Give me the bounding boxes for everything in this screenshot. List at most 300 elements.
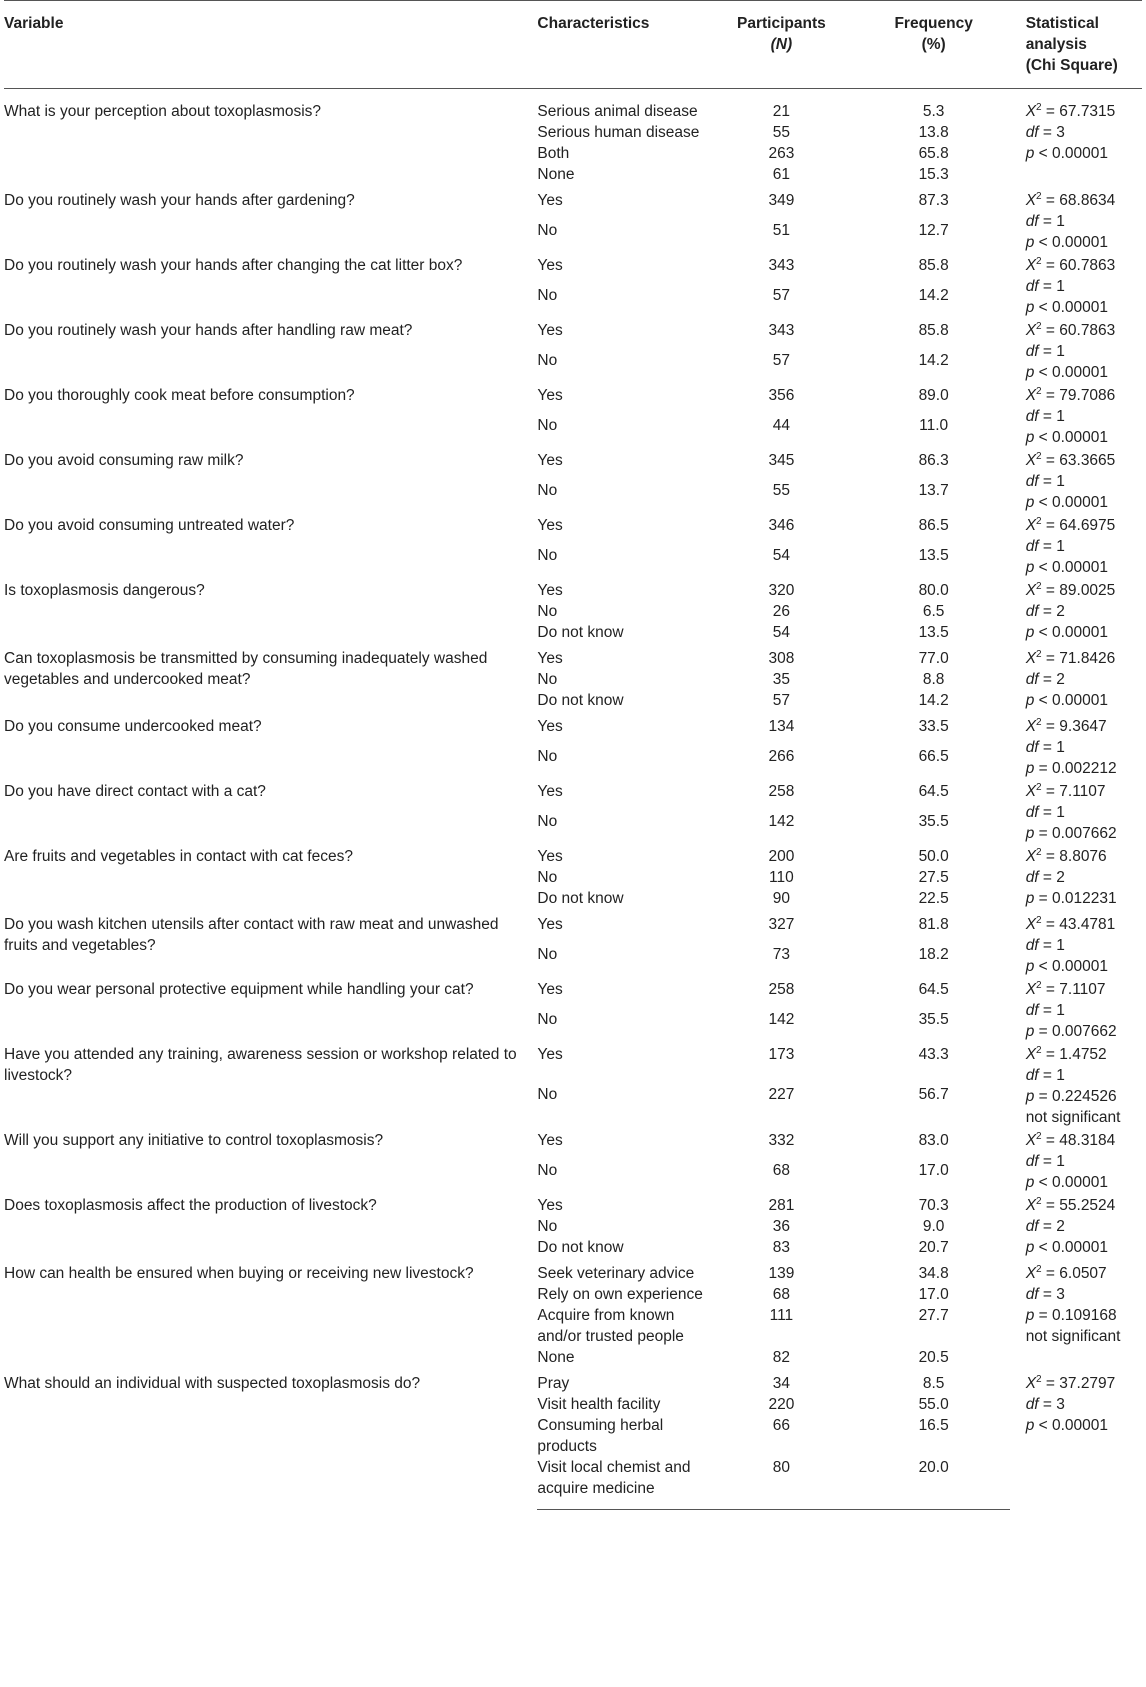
characteristic-cell: No	[537, 1218, 558, 1235]
chi-square-symbol: X	[1025, 1046, 1037, 1063]
chi-square-symbol: X	[1025, 192, 1037, 209]
df-number: 1	[1056, 343, 1065, 360]
participants-cell: 51	[772, 221, 791, 239]
characteristic-cell: Yes	[537, 387, 563, 404]
chi-square-number: 9.3647	[1059, 718, 1107, 735]
table-row	[4, 1042, 1142, 1084]
table-row	[4, 646, 1142, 669]
characteristic-cell: None	[537, 1349, 575, 1366]
variable-question: What is your perception about toxoplasmosis?	[4, 103, 322, 120]
variable-question: Do you avoid consuming untreated water?	[4, 517, 295, 534]
frequency-cell: 87.3	[918, 192, 949, 209]
chi-square-symbol: X	[1025, 650, 1037, 667]
header-participants-label: Participants	[737, 15, 826, 32]
participants-cell: 34	[772, 1375, 791, 1392]
participants-cell: 90	[772, 890, 791, 907]
statistical-analysis-cell	[1010, 912, 1142, 977]
degrees-of-freedom: df = 1	[1025, 739, 1065, 756]
degrees-of-freedom: df = 1	[1025, 1153, 1065, 1170]
chi-square-number: 43.4781	[1059, 916, 1116, 933]
frequency-cell: 34.8	[918, 1265, 949, 1282]
chi-square-number: 55.2524	[1059, 1197, 1116, 1214]
frequency-cell: 17.0	[918, 1161, 949, 1179]
variable-question: Do you routinely wash your hands after changing the cat litter box?	[4, 257, 463, 274]
chi-square-value: $X^2 = 8.8076$	[1025, 846, 1107, 865]
characteristic-cell: Serious animal disease	[537, 103, 698, 120]
participants-cell: 173	[768, 1046, 795, 1063]
p-value: p < 0.00001	[1025, 1417, 1109, 1434]
statistical-analysis-cell	[1010, 578, 1142, 646]
variable-question: Do you have direct contact with a cat?	[4, 783, 266, 800]
frequency-cell: 43.3	[918, 1046, 949, 1063]
table-row	[4, 1261, 1142, 1284]
chi-square-value: $X^2 = 67.7315$	[1025, 101, 1116, 120]
df-number: 1	[1056, 1153, 1065, 1170]
participants-cell: 343	[768, 322, 795, 339]
table-row	[4, 318, 1142, 350]
chi-square-number: 64.6975	[1059, 517, 1116, 534]
variable-question: Do you consume undercooked meat?	[4, 718, 262, 735]
chi-square-symbol: X	[1025, 1265, 1037, 1282]
participants-cell: 55	[772, 124, 791, 141]
table-body	[4, 89, 1142, 1510]
participants-cell: 258	[768, 783, 795, 800]
characteristic-cell: Yes	[537, 916, 563, 933]
chi-square-number: 89.0025	[1059, 582, 1116, 599]
frequency-cell: 66.5	[918, 747, 949, 765]
table-row	[4, 1128, 1142, 1160]
variable-question: Will you support any initiative to control toxoplasmosis?	[4, 1132, 384, 1149]
participants-cell: 73	[772, 945, 791, 963]
participants-cell: 54	[772, 624, 791, 641]
df-number: 3	[1056, 1396, 1065, 1413]
characteristic-cell: No	[537, 546, 558, 564]
table-row	[4, 1193, 1142, 1216]
p-value: p < 0.00001	[1025, 494, 1109, 511]
chi-square-number: 60.7863	[1059, 322, 1116, 339]
characteristic-cell: No	[537, 1010, 558, 1028]
characteristic-cell: No	[537, 351, 558, 369]
header-row	[4, 1, 1142, 89]
p-value: p < 0.00001	[1025, 692, 1109, 709]
chi-square-value: $X^2 = 37.2797$	[1025, 1373, 1116, 1392]
chi-square-symbol: X	[1025, 981, 1037, 998]
chi-square-symbol: X	[1025, 387, 1037, 404]
participants-cell: 26	[772, 603, 791, 620]
variable-question: Do you wear personal protective equipment while handling your cat?	[4, 981, 474, 998]
degrees-of-freedom: df = 1	[1025, 538, 1065, 555]
statistical-analysis-cell	[1010, 646, 1142, 714]
frequency-cell: 86.3	[918, 452, 949, 469]
chi-square-number: 37.2797	[1059, 1375, 1116, 1392]
degrees-of-freedom: df = 1	[1025, 408, 1065, 425]
degrees-of-freedom: df = 2	[1025, 1218, 1065, 1235]
df-number: 1	[1056, 739, 1065, 756]
chi-square-symbol: X	[1025, 848, 1037, 865]
characteristic-cell: Pray	[537, 1375, 570, 1392]
statistical-analysis-cell	[1010, 253, 1142, 318]
characteristic-cell: No	[537, 869, 558, 886]
statistical-analysis-cell	[1010, 1128, 1142, 1193]
p-value: p = 0.224526	[1025, 1088, 1117, 1105]
df-number: 3	[1056, 124, 1065, 141]
statistical-analysis-cell	[1010, 1193, 1142, 1261]
participants-cell: 227	[768, 1086, 795, 1104]
chi-square-number: 6.0507	[1059, 1265, 1107, 1282]
frequency-cell: 20.0	[858, 1457, 1010, 1510]
p-value: p < 0.00001	[1025, 234, 1109, 251]
frequency-cell: 81.8	[918, 916, 949, 933]
degrees-of-freedom: df = 3	[1025, 1286, 1065, 1303]
degrees-of-freedom: df = 1	[1025, 937, 1065, 954]
frequency-cell: 85.8	[918, 322, 949, 339]
table-row	[4, 1371, 1142, 1394]
header-frequency-label: Frequency	[894, 15, 973, 32]
characteristic-cell: No	[537, 481, 558, 499]
variable-question: Is toxoplasmosis dangerous?	[4, 582, 205, 599]
chi-square-symbol: X	[1025, 1375, 1037, 1392]
characteristic-cell: Do not know	[537, 890, 624, 907]
table-header	[4, 1, 1142, 89]
participants-cell: 54	[772, 546, 791, 564]
degrees-of-freedom: df = 1	[1025, 278, 1065, 295]
degrees-of-freedom: df = 2	[1025, 671, 1065, 688]
p-value: p = 0.109168	[1025, 1307, 1117, 1324]
frequency-cell: 12.7	[918, 221, 949, 239]
df-number: 1	[1056, 408, 1065, 425]
frequency-cell: 64.5	[918, 783, 949, 800]
participants-cell: 61	[772, 166, 791, 183]
participants-cell: 68	[772, 1286, 791, 1303]
chi-square-value: $X^2 = 60.7863$	[1025, 255, 1116, 274]
characteristic-cell: Yes	[537, 192, 563, 209]
participants-cell: 349	[768, 192, 795, 209]
frequency-cell: 15.3	[918, 166, 949, 183]
degrees-of-freedom: df = 1	[1025, 1067, 1065, 1084]
chi-square-value: $X^2 = 7.1107$	[1025, 979, 1106, 998]
table-row	[4, 253, 1142, 285]
participants-cell: 263	[768, 145, 795, 162]
characteristic-cell: No	[537, 945, 558, 963]
data-table	[4, 0, 1142, 1510]
p-value: p < 0.00001	[1025, 145, 1109, 162]
chi-square-value: $X^2 = 6.0507$	[1025, 1263, 1107, 1282]
chi-square-value: $X^2 = 7.1107$	[1025, 781, 1106, 800]
characteristic-cell: No	[537, 747, 558, 765]
frequency-cell: 20.7	[918, 1239, 949, 1256]
df-number: 1	[1056, 1067, 1065, 1084]
participants-cell: 134	[768, 718, 795, 735]
degrees-of-freedom: df = 3	[1025, 1396, 1065, 1413]
frequency-cell: 8.8	[922, 671, 945, 688]
characteristic-cell: No	[537, 286, 558, 304]
characteristic-cell: Seek veterinary advice	[537, 1265, 695, 1282]
chi-square-number: 60.7863	[1059, 257, 1116, 274]
frequency-cell: 27.5	[918, 869, 949, 886]
chi-square-symbol: X	[1025, 517, 1037, 534]
df-number: 1	[1056, 473, 1065, 490]
chi-square-symbol: X	[1025, 582, 1037, 599]
df-number: 2	[1056, 603, 1065, 620]
participants-cell: 110	[769, 869, 794, 886]
chi-square-number: 63.3665	[1059, 452, 1116, 469]
statistical-analysis-cell	[1010, 513, 1142, 578]
statistical-analysis-cell	[1010, 448, 1142, 513]
frequency-cell: 11.0	[919, 416, 949, 434]
chi-square-value: $X^2 = 79.7086$	[1025, 385, 1116, 404]
characteristic-cell: Yes	[537, 322, 563, 339]
header-stat-line-1: Statistical	[1025, 15, 1099, 32]
table-row	[4, 448, 1142, 480]
df-number: 3	[1056, 1286, 1065, 1303]
statistical-analysis-cell	[1010, 1042, 1142, 1128]
participants-cell: 55	[772, 481, 791, 499]
frequency-cell: 13.7	[918, 481, 949, 499]
chi-square-symbol: X	[1025, 718, 1037, 735]
chi-square-value: $X^2 = 68.8634$	[1025, 190, 1116, 209]
p-value: p < 0.00001	[1025, 624, 1109, 641]
participants-cell: 57	[772, 692, 791, 709]
characteristic-cell: Yes	[537, 517, 563, 534]
participants-cell: 68	[772, 1161, 791, 1179]
participants-cell: 57	[772, 351, 791, 369]
p-value: p < 0.00001	[1025, 364, 1109, 381]
degrees-of-freedom: df = 3	[1025, 124, 1065, 141]
participants-cell: 142	[768, 812, 795, 830]
participants-cell: 21	[772, 103, 791, 120]
header-frequency	[858, 1, 1010, 89]
degrees-of-freedom: df = 1	[1025, 213, 1065, 230]
chi-square-value: $X^2 = 60.7863$	[1025, 320, 1116, 339]
table-row	[4, 383, 1142, 415]
chi-square-symbol: X	[1025, 257, 1037, 274]
variable-question: Do you avoid consuming raw milk?	[4, 452, 244, 469]
variable-question: Do you thoroughly cook meat before consumption?	[4, 387, 355, 404]
header-statistical-analysis	[1010, 1, 1142, 89]
characteristic-cell: Yes	[537, 650, 563, 667]
chi-square-value: $X^2 = 48.3184$	[1025, 1130, 1116, 1149]
degrees-of-freedom: df = 1	[1025, 804, 1065, 821]
chi-square-symbol: X	[1025, 783, 1037, 800]
df-number: 2	[1056, 869, 1065, 886]
chi-square-value: $X^2 = 89.0025$	[1025, 580, 1116, 599]
chi-square-value: $X^2 = 43.4781$	[1025, 914, 1116, 933]
participants-cell: 35	[772, 671, 791, 688]
statistical-analysis-cell	[1010, 1371, 1142, 1510]
frequency-cell: 14.2	[918, 692, 949, 709]
chi-square-symbol: X	[1025, 452, 1037, 469]
chi-square-value: $X^2 = 63.3665$	[1025, 450, 1116, 469]
chi-square-number: 48.3184	[1059, 1132, 1116, 1149]
characteristic-cell: Yes	[537, 981, 563, 998]
df-number: 1	[1056, 278, 1065, 295]
characteristic-cell: Yes	[537, 718, 563, 735]
statistical-analysis-cell	[1010, 318, 1142, 383]
characteristic-cell: No	[537, 812, 558, 830]
frequency-cell: 14.2	[918, 351, 949, 369]
header-participants	[705, 1, 857, 89]
p-value: p < 0.00001	[1025, 958, 1109, 975]
frequency-cell: 50.0	[918, 848, 949, 865]
statistical-analysis-cell	[1010, 89, 1142, 189]
variable-question: What should an individual with suspected toxoplasmosis do?	[4, 1375, 421, 1392]
degrees-of-freedom: df = 1	[1025, 343, 1065, 360]
chi-square-number: 7.1107	[1059, 783, 1106, 800]
chi-square-number: 67.7315	[1059, 103, 1116, 120]
chi-square-value: $X^2 = 9.3647$	[1025, 716, 1107, 735]
statistical-analysis-cell	[1010, 714, 1142, 779]
frequency-cell: 70.3	[918, 1197, 949, 1214]
participants-cell: 220	[768, 1396, 795, 1413]
statistical-analysis-cell	[1010, 844, 1142, 912]
header-stat-line-2: analysis	[1025, 36, 1087, 53]
table-row	[4, 779, 1142, 811]
p-value: p = 0.012231	[1025, 890, 1117, 907]
variable-question: Do you routinely wash your hands after handling raw meat?	[4, 322, 413, 339]
table-row	[4, 844, 1142, 867]
participants-cell: 332	[768, 1132, 795, 1149]
characteristic-cell: None	[537, 166, 575, 183]
header-participants-n: (N)	[770, 36, 793, 53]
df-number: 1	[1056, 213, 1065, 230]
frequency-cell: 35.5	[918, 812, 949, 830]
characteristic-cell: Yes	[537, 1046, 563, 1063]
participants-cell: 111	[769, 1307, 794, 1324]
participants-cell: 44	[772, 416, 791, 434]
significance-note: not significant	[1025, 1109, 1121, 1126]
chi-square-number: 1.4752	[1059, 1046, 1107, 1063]
characteristic-cell: Yes	[537, 783, 563, 800]
table-row	[4, 714, 1142, 746]
characteristic-cell: Consuming herbal products	[537, 1417, 664, 1455]
frequency-cell: 13.5	[918, 546, 949, 564]
table-row	[4, 188, 1142, 220]
frequency-cell: 17.0	[918, 1286, 949, 1303]
characteristic-cell: Visit health facility	[537, 1396, 661, 1413]
frequency-cell: 20.5	[918, 1349, 949, 1366]
participants-cell: 142	[768, 1010, 795, 1028]
characteristic-cell: No	[537, 221, 558, 239]
frequency-cell: 56.7	[918, 1086, 949, 1104]
df-number: 1	[1056, 1002, 1065, 1019]
variable-question: Do you routinely wash your hands after gardening?	[4, 192, 355, 209]
p-value: p < 0.00001	[1025, 1239, 1109, 1256]
p-value: p < 0.00001	[1025, 299, 1109, 316]
participants-cell: 345	[768, 452, 795, 469]
frequency-cell: 27.7	[918, 1307, 949, 1324]
frequency-cell: 13.5	[918, 624, 949, 641]
statistical-analysis-cell	[1010, 383, 1142, 448]
degrees-of-freedom: df = 1	[1025, 1002, 1065, 1019]
frequency-cell: 86.5	[918, 517, 949, 534]
chi-square-value: $X^2 = 55.2524$	[1025, 1195, 1116, 1214]
participants-cell: 281	[768, 1197, 795, 1214]
characteristic-cell: Yes	[537, 1132, 563, 1149]
participants-cell: 320	[768, 582, 795, 599]
header-variable: Variable	[4, 15, 64, 32]
characteristic-cell: Do not know	[537, 1239, 624, 1256]
frequency-cell: 9.0	[922, 1218, 945, 1235]
frequency-cell: 83.0	[918, 1132, 949, 1149]
participants-cell: 327	[768, 916, 795, 933]
degrees-of-freedom: df = 2	[1025, 603, 1065, 620]
characteristic-cell: Yes	[537, 848, 563, 865]
header-characteristics: Characteristics	[537, 15, 650, 32]
participants-cell: 258	[768, 981, 795, 998]
frequency-cell: 77.0	[918, 650, 949, 667]
p-value: p = 0.007662	[1025, 825, 1117, 842]
variable-question: Have you attended any training, awareness session or workshop related to livestock?	[4, 1046, 517, 1084]
chi-square-value: $X^2 = 64.6975$	[1025, 515, 1116, 534]
variable-question: Are fruits and vegetables in contact with cat feces?	[4, 848, 353, 865]
participants-cell: 80	[705, 1457, 857, 1510]
p-value: p < 0.00001	[1025, 559, 1109, 576]
p-value: p = 0.002212	[1025, 760, 1117, 777]
statistical-analysis-cell	[1010, 188, 1142, 253]
significance-note: not significant	[1025, 1328, 1121, 1345]
p-value: p = 0.007662	[1025, 1023, 1117, 1040]
header-stat-line-3: (Chi Square)	[1025, 57, 1118, 74]
table-row	[4, 578, 1142, 601]
df-number: 2	[1056, 671, 1065, 688]
frequency-cell: 16.5	[918, 1417, 949, 1434]
variable-question: Does toxoplasmosis affect the production of livestock?	[4, 1197, 377, 1214]
characteristic-cell: Yes	[537, 257, 563, 274]
participants-cell: 200	[768, 848, 795, 865]
df-number: 1	[1056, 804, 1065, 821]
participants-cell: 57	[772, 286, 791, 304]
participants-cell: 266	[768, 747, 795, 765]
statistical-analysis-cell	[1010, 977, 1142, 1042]
chi-square-symbol: X	[1025, 1132, 1037, 1149]
statistical-analysis-cell	[1010, 1261, 1142, 1371]
participants-cell: 308	[768, 650, 795, 667]
characteristic-cell: No	[537, 671, 558, 688]
degrees-of-freedom: df = 1	[1025, 473, 1065, 490]
header-frequency-unit: (%)	[921, 36, 946, 53]
p-value: p < 0.00001	[1025, 1174, 1109, 1191]
variable-question: How can health be ensured when buying or receiving new livestock?	[4, 1265, 474, 1282]
characteristic-cell: Yes	[537, 452, 563, 469]
table-row	[4, 89, 1142, 123]
characteristic-cell: Do not know	[537, 692, 624, 709]
characteristic-cell: Rely on own experience	[537, 1286, 703, 1303]
frequency-cell: 18.2	[918, 945, 949, 963]
chi-square-number: 79.7086	[1059, 387, 1116, 404]
chi-square-symbol: X	[1025, 322, 1037, 339]
df-number: 2	[1056, 1218, 1065, 1235]
frequency-cell: 85.8	[918, 257, 949, 274]
chi-square-symbol: X	[1025, 103, 1037, 120]
characteristic-cell: Acquire from known and/or trusted people	[537, 1307, 684, 1345]
chi-square-symbol: X	[1025, 916, 1037, 933]
frequency-cell: 13.8	[918, 124, 949, 141]
statistical-analysis-cell	[1010, 779, 1142, 844]
participants-cell: 82	[772, 1349, 791, 1366]
characteristic-cell: Do not know	[537, 624, 624, 641]
table-row	[4, 912, 1142, 944]
frequency-cell: 8.5	[922, 1375, 945, 1392]
frequency-cell: 35.5	[918, 1010, 949, 1028]
characteristic-cell: Yes	[537, 1197, 563, 1214]
participants-cell: 356	[768, 387, 795, 404]
frequency-cell: 6.5	[922, 603, 945, 620]
frequency-cell: 64.5	[918, 981, 949, 998]
frequency-cell: 5.3	[922, 103, 945, 120]
chi-square-number: 68.8634	[1059, 192, 1116, 209]
frequency-cell: 33.5	[918, 718, 949, 735]
df-number: 1	[1056, 937, 1065, 954]
